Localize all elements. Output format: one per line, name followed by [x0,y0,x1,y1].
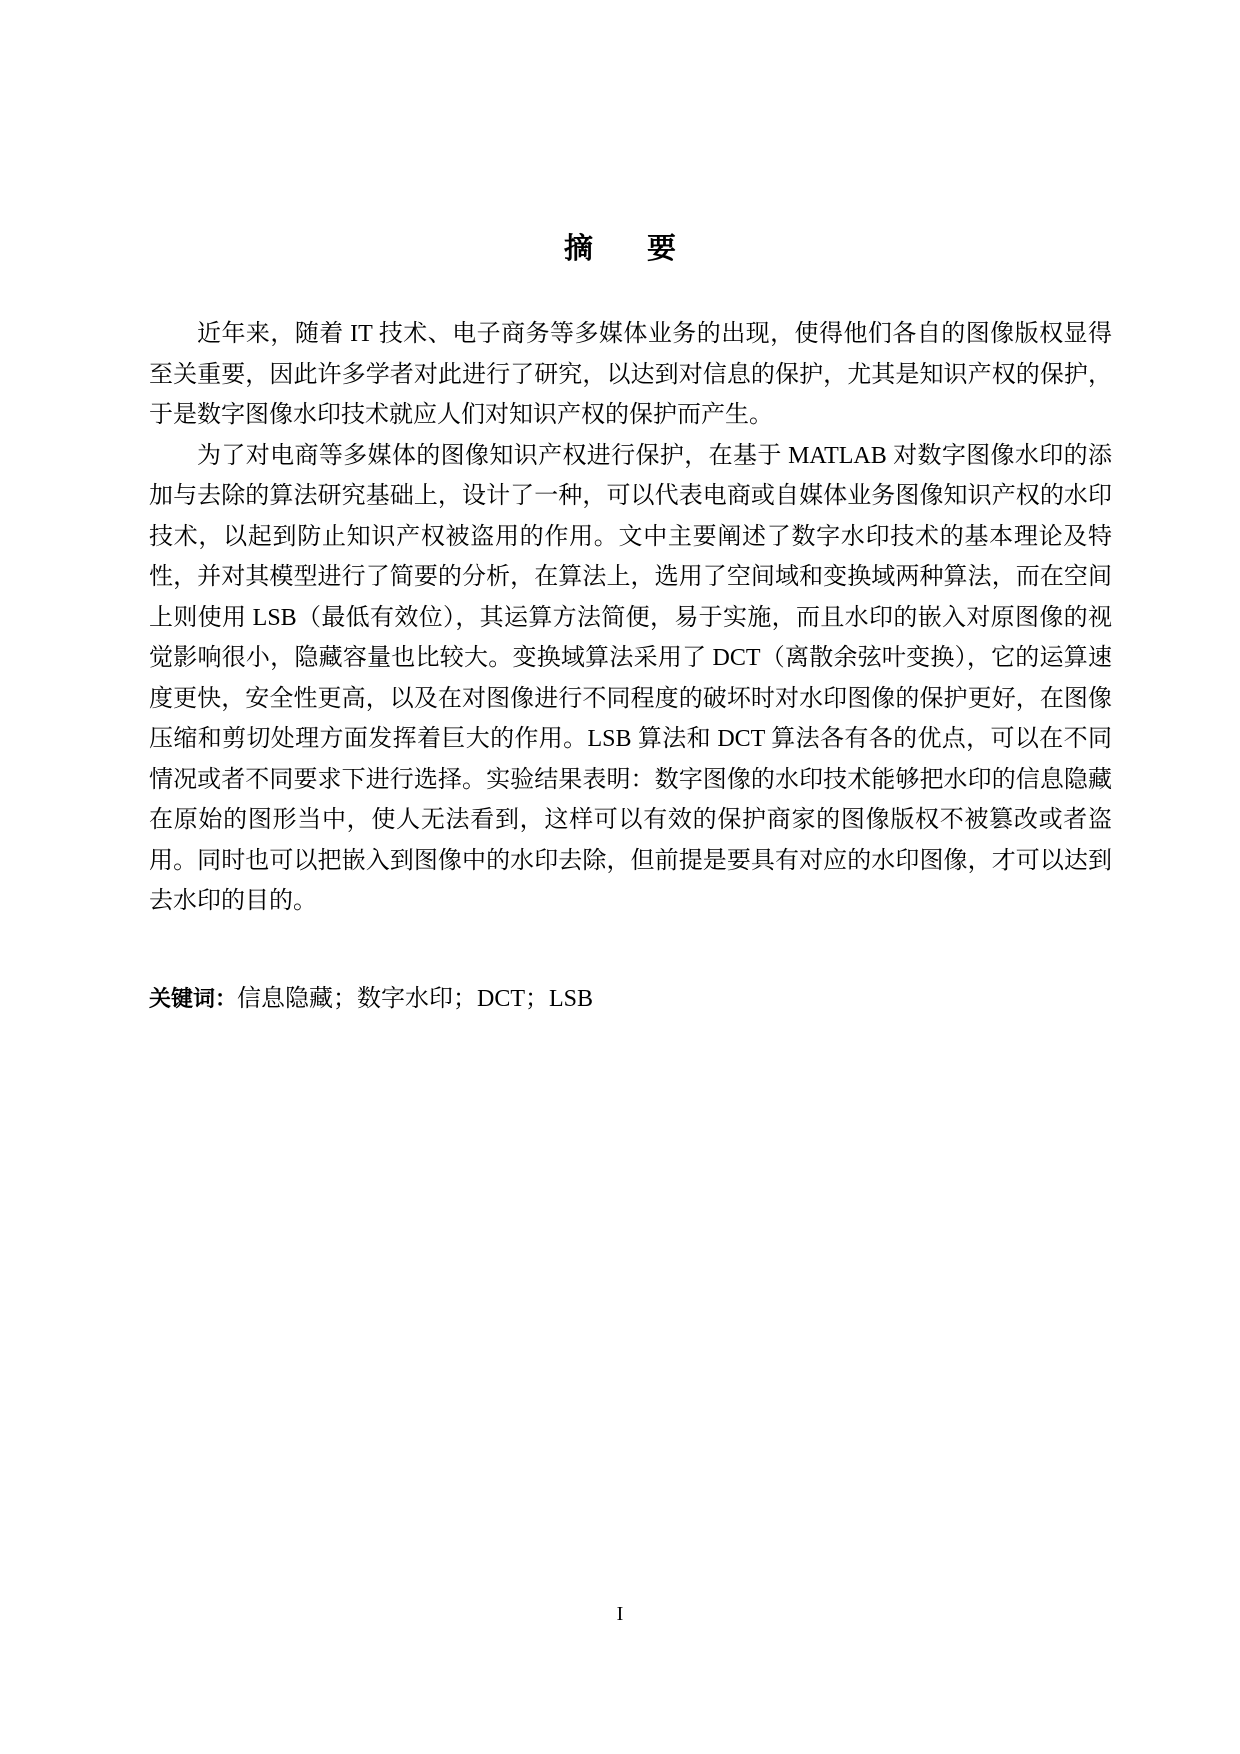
keywords-label: 关键词： [149,987,238,1012]
abstract-paragraph-2: 为了对电商等多媒体的图像知识产权进行保护，在基于 MATLAB 对数字图像水印的添加与去除的算法研究基础上，设计了一种，可以代表电商或自媒体业务图像知识产权的水印技术，以起到防止知识产权被盗用的作用。文中主要阐述了数字水印技术的基本理论及特性，并对其模型进行了简要的分析，在算法上，选用了空间域和变换域两种算法，而在空间上则使用 LSB（最低有效位），其运算方法简便，易于实施，而且水印的嵌入对原图像的视觉影响很小，隐藏容量也比较大。变换域算法采用了 DCT（离散余弦叶变换），它的运算速度更快，安全性更高，以及在对图像进行不同程度的破坏时对水印图像的保护更好，在图像压缩和剪切处理方面发挥着巨大的作用。LSB 算法和 DCT 算法各有各的优点，可以在不同情况或者不同要求下进行选择。实验结果表明：数字图像的水印技术能够把水印的信息隐藏在原始的图形当中，使人无法看到，这样可以有效的保护商家的图像版权不被篡改或者盗用。同时也可以把嵌入到图像中的水印去除，但前提是要具有对应的水印图像，才可以达到去水印的目的。 [149,442,1112,914]
abstract-body [149,314,1112,922]
abstract-paragraph-1: 近年来，随着 IT 技术、电子商务等多媒体业务的出现，使得他们各自的图像版权显得至关重要，因此许多学者对此进行了研究，以达到对信息的保护，尤其是知识产权的保护，于是数字图像水印技术就应人们对知识产权的保护而产生。 [149,321,1112,428]
keywords-value: 信息隐藏；数字水印；DCT；LSB [237,986,594,1012]
page-title: 摘要 [563,231,730,265]
keywords-line [149,981,593,1018]
page-number: I [616,1603,624,1625]
